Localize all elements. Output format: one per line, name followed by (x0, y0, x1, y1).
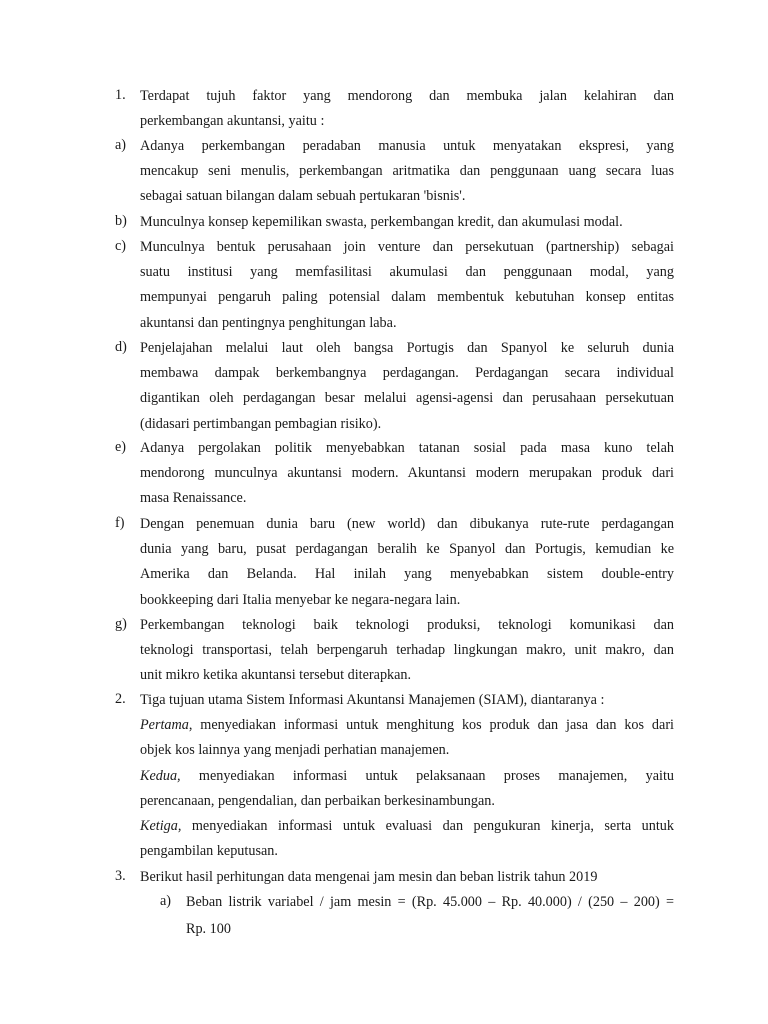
text-line: Dengan penemuan dunia baru (new world) dan dibukanya rute-rute perdagangan (140, 516, 674, 532)
text-line: masa Renaissance. (140, 490, 247, 507)
objective-text: menyediakan informasi untuk evaluasi dan pengukuran kinerja, serta untuk (181, 818, 674, 835)
text-line: perencanaan, pengendalian, dan perbaikan berkesinambungan. (140, 792, 495, 809)
text-line: bookkeeping dari Italia menyebar ke negara-negara lain. (140, 591, 461, 608)
text-line: Penjelajahan melalui laut oleh bangsa Portugis dan Spanyol ke seluruh dunia (140, 340, 674, 356)
text-line: Tiga tujuan utama Sistem Informasi Akuntansi Manajemen (SIAM), diantaranya : (140, 692, 605, 708)
list-item-text (140, 512, 674, 613)
text-line: dunia yang baru, pusat perdagangan beralih ke Spanyol dan Portugis, kemudian ke (140, 541, 674, 558)
list-item-text (140, 613, 674, 689)
sub-list-marker: a) (160, 893, 172, 909)
text-line: (didasari pertimbangan pembagian risiko). (140, 415, 382, 432)
objective-text: menyediakan informasi untuk pelaksanaan proses manajemen, yaitu (180, 767, 674, 784)
text-line: Munculnya konsep kepemilikan swasta, perkembangan kredit, dan akumulasi modal. (140, 214, 623, 230)
list-marker: 3. (115, 868, 126, 884)
list-marker: a) (115, 137, 127, 153)
list-item-text (140, 235, 674, 336)
list-item-text (140, 336, 674, 437)
list-item-text (140, 688, 674, 864)
text-line: unit mikro ketika akuntansi tersebut diterapkan. (140, 667, 412, 684)
objective-term: Pertama (140, 717, 189, 734)
objective-text: , menyediakan informasi untuk menghitung kos produk dan jasa dan kos dari (188, 717, 674, 734)
text-line: Rp. 100 (186, 921, 231, 937)
text-line: Amerika dan Belanda. Hal inilah yang menyebabkan sistem double-entry (140, 566, 674, 583)
objective-kedua (140, 764, 674, 789)
text-line: akuntansi dan pentingnya penghitungan laba. (140, 314, 397, 331)
list-item-text (140, 210, 674, 235)
text-line: sebagai satuan bilangan dalam sebuah pertukaran 'bisnis'. (140, 188, 466, 205)
text-line: Adanya pergolakan politik menyebabkan tatanan sosial pada masa kuno telah (140, 440, 674, 456)
list-item-text (140, 84, 674, 134)
text-line: Perkembangan teknologi baik teknologi produksi, teknologi komunikasi dan (140, 617, 674, 633)
text-line: Berikut hasil perhitungan data mengenai jam mesin dan beban listrik tahun 2019 (140, 869, 598, 885)
list-marker: c) (115, 238, 127, 254)
text-line: Beban listrik variabel / jam mesin = (Rp. 45.000 – Rp. 40.000) / (250 – 200) = (186, 894, 674, 910)
list-item-text (140, 436, 674, 512)
list-marker: 1. (115, 87, 126, 103)
list-marker: g) (115, 616, 127, 632)
text-line: perkembangan akuntansi, yaitu : (140, 113, 325, 130)
list-marker: 2. (115, 691, 126, 707)
text-line: suatu institusi yang memfasilitasi akumulasi dan penggunaan modal, yang (140, 264, 674, 281)
text-line: Adanya perkembangan peradaban manusia untuk menyatakan ekspresi, yang (140, 138, 674, 154)
list-marker: d) (115, 339, 127, 355)
list-marker: b) (115, 213, 127, 229)
text-line: objek kos lainnya yang menjadi perhatian manajemen. (140, 742, 450, 759)
text-line: pengambilan keputusan. (140, 843, 278, 860)
text-line: mencakup seni menulis, perkembangan aritmatika dan penggunaan uang secara luas (140, 163, 674, 180)
objective-pertama (140, 713, 674, 738)
objective-term: Kedua, (140, 767, 181, 784)
text-line: mendorong munculnya akuntansi modern. Akuntansi modern merupakan produk dari (140, 465, 674, 482)
sub-list-item-text (186, 889, 674, 943)
text-line: teknologi transportasi, telah berpengaruh terhadap lingkungan makro, unit makro, dan (140, 642, 674, 659)
list-item-text (140, 865, 674, 890)
objective-ketiga (140, 814, 674, 839)
list-item-text (140, 134, 674, 210)
list-marker: f) (115, 515, 125, 531)
text-line: mempunyai pengaruh paling potensial dalam membentuk kebutuhan konsep entitas (140, 289, 674, 306)
text-line: digantikan oleh perdagangan besar melalui agensi-agensi dan perusahaan persekutuan (140, 390, 674, 407)
text-line: membawa dampak berkembangnya perdagangan. Perdagangan secara individual (140, 365, 674, 382)
objective-term: Ketiga, (140, 818, 182, 835)
text-line: Munculnya bentuk perusahaan join venture dan persekutuan (partnership) sebagai (140, 239, 674, 255)
text-line: Terdapat tujuh faktor yang mendorong dan membuka jalan kelahiran dan (140, 88, 674, 104)
list-marker: e) (115, 439, 127, 455)
